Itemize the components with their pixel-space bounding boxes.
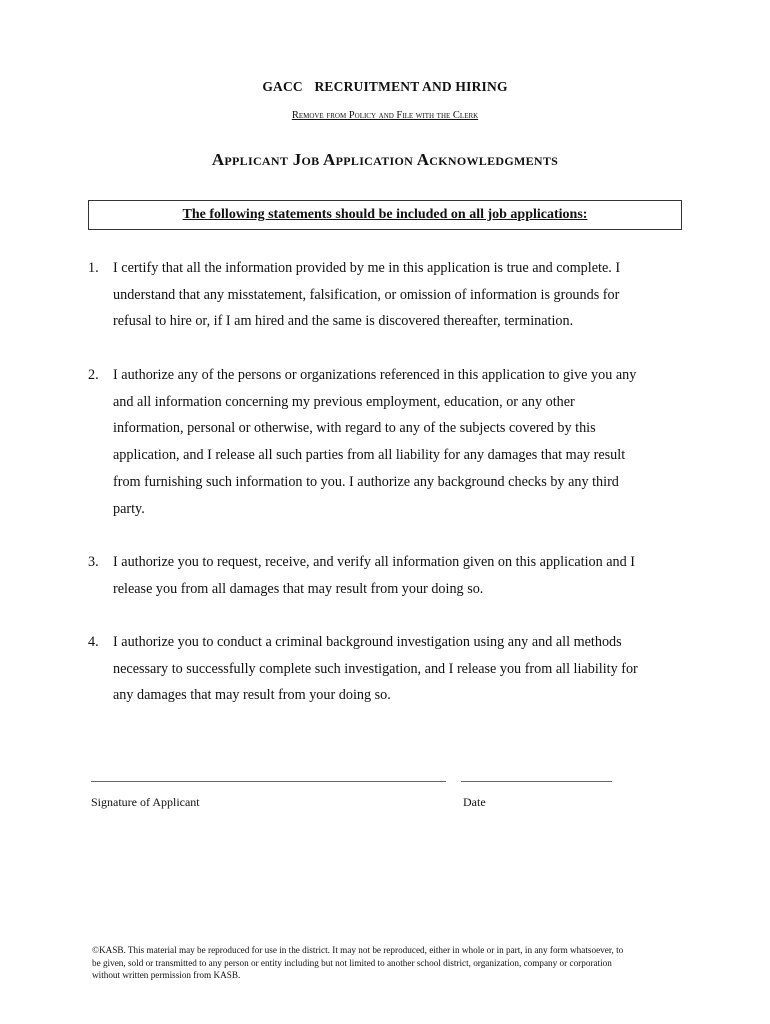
org-name: GACC — [262, 79, 303, 94]
statement-number: 1. — [88, 260, 99, 276]
statement-line: from furnishing such information to you. I authorize any background checks by any third — [113, 473, 619, 490]
applicant-signature-label: Signature of Applicant — [91, 795, 200, 809]
statement-2 — [88, 362, 688, 522]
applicant-signature-line[interactable] — [91, 781, 446, 782]
statement-number: 4. — [88, 634, 99, 650]
statement-line: I certify that all the information provided by me in this application is true and complete. I — [113, 260, 621, 276]
statement-line: I authorize any of the persons or organizations referenced in this application to give you any — [113, 367, 637, 383]
statement-line: application, and I release all such parties from all liability for any damages that may result — [113, 447, 626, 464]
copyright-footer — [92, 944, 684, 982]
statement-line: release you from all damages that may result from your doing so. — [113, 580, 484, 597]
date-label: Date — [463, 795, 486, 809]
footer-line: be given, sold or transmitted to any person or entity including but not limited to another school district, organization, company or corporation — [92, 957, 612, 968]
section-name: RECRUITMENT AND HIRING — [314, 79, 508, 94]
statement-4 — [88, 629, 688, 709]
statement-line: and all information concerning my previous employment, education, or any other — [113, 393, 575, 410]
date-signature-line[interactable] — [461, 781, 612, 782]
statement-1 — [88, 255, 688, 335]
filing-instruction: Remove from Policy and File with the Clerk — [291, 110, 479, 121]
statement-3 — [88, 549, 688, 602]
statement-number: 3. — [88, 554, 99, 570]
statement-line: I authorize you to request, receive, and verify all information given on this application and I — [113, 554, 636, 570]
statement-line: information, personal or otherwise, with regard to any of the subjects covered by this — [113, 420, 596, 437]
intro-box: The following statements should be included on all job applications: — [88, 200, 682, 230]
footer-line: without written permission from KASB. — [92, 970, 241, 981]
page-title: Applicant Job Application Acknowledgments — [211, 150, 559, 169]
statement-line: party. — [113, 500, 145, 517]
statement-line: any damages that may result from your doing so. — [113, 687, 391, 704]
document-title-line — [0, 79, 770, 95]
statement-line: refusal to hire or, if I am hired and the same is discovered thereafter, termination. — [113, 313, 574, 330]
statement-line: understand that any misstatement, falsification, or omission of information is grounds for — [113, 286, 620, 303]
footer-line: ©KASB. This material may be reproduced for use in the district. It may not be reproduced, either in whole or in part, in any form whatsoever, to — [92, 945, 624, 955]
statement-line: I authorize you to conduct a criminal background investigation using any and all methods — [113, 634, 622, 650]
statement-number: 2. — [88, 367, 99, 383]
statement-line: necessary to successfully complete such investigation, and I release you from all liability for — [113, 660, 638, 677]
